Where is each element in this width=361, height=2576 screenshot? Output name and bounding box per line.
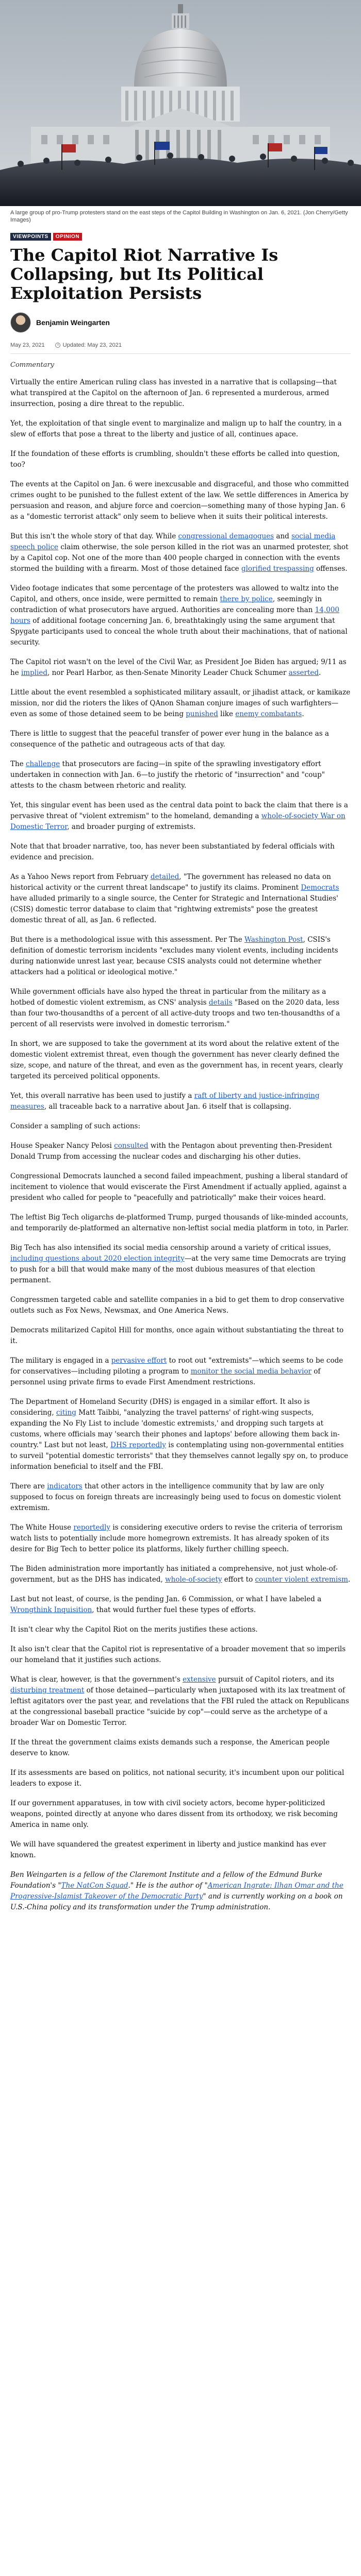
text: The White House	[10, 1523, 74, 1532]
paragraph: Congressmen targeted cable and satellite companies in a bid to get them to drop conservative outlets such as Fox News, Newsmax, and One America News.	[10, 1296, 344, 1315]
published-date: May 23, 2021	[10, 342, 45, 348]
tag-opinion[interactable]: OPINION	[53, 233, 82, 241]
text: Ben Weingarten is a fellow of the Claremont Institute and a fellow of the Edmund Burke Foundation's "	[10, 1871, 322, 1890]
text: But there is a methodological issue with this assessment. Per The	[10, 936, 245, 944]
text: Little about the event resembled a sophisticated military assault, or jihadist attack, or kamikaze mission, nor did the rioters the likes of QAnon Shaman conjure images of such warfighters—even as some of those detained seem to be being	[10, 688, 351, 718]
image-caption: A large group of pro-Trump protesters stand on the east steps of the Capitol Building in Washington on Jan. 6, 2021. (Jon Cherry/Getty Images)	[10, 210, 348, 223]
paragraph: Note that that broader narrative, too, has never been substantiated by federal officials with evidence and precision.	[10, 842, 335, 861]
link-monitor-social-media[interactable]: monitor the social media behavior	[190, 1367, 311, 1376]
text: .	[319, 669, 321, 677]
headline: The Capitol Riot Narrative Is Collapsing, but Its Political Exploitation Persists	[10, 245, 278, 303]
link-raft-of-measures[interactable]: raft of liberty and justice-infringing measures	[10, 1092, 320, 1111]
link-extensive[interactable]: extensive	[183, 1675, 216, 1684]
paragraph	[10, 759, 351, 791]
paragraph	[10, 800, 351, 833]
text: , "The government has released no data on historical activity or the current threat landscape" to justify its claims. Prominent	[10, 873, 331, 892]
paragraph: If its assessments are based on politics, not national security, it's incumbent upon our political leaders to expose it.	[10, 1769, 344, 1788]
text: have alluded primarily to a single source, the Center for Strategic and International Studies' (CSIS) domestic terror database to claim that "rightwing extremists" pose the greatest domestic threat of all, as Jan. 6 reflected.	[10, 894, 338, 924]
text: As a Yahoo News report from February	[10, 873, 151, 881]
text: .	[302, 710, 304, 718]
link-detailed[interactable]: detailed	[150, 873, 179, 881]
paragraph: If our government apparatuses, in tow with civil society actors, become hyper-politicized weapons, pointed directly at anyone who dares dissent from its orthodoxy, we risk becoming America in name only.	[10, 1799, 338, 1829]
paragraph: In short, we are supposed to take the government at its word about the relative extent of the domestic violent extremist threat, even though the government has never clearly defined the size, scope, and nature of the threat, and even as the government has, in recent years, clearly targeted its perceived political opponents.	[10, 1040, 343, 1080]
link-washington-post[interactable]: Washington Post	[244, 936, 303, 944]
text: While government officials have also hyped the threat in particular from the military as a hotbed of domestic violent extremism, as CNS' analysis	[10, 988, 326, 1007]
text: like	[218, 710, 236, 718]
text: that prosecutors are facing—in spite of the sprawling investigatory effort undertaken in connection with Jan. 6—to justify the rhetoric of "insurrection" and "coup" attests to the chasm between rhetoric and reality.	[10, 760, 325, 790]
link-punished[interactable]: punished	[186, 710, 218, 718]
paragraph: If the foundation of these efforts is crumbling, shouldn't these efforts be called into question, too?	[10, 450, 340, 469]
tag-list	[10, 233, 351, 241]
link-implied[interactable]: implied	[21, 669, 48, 677]
tag-viewpoints[interactable]: VIEWPOINTS	[10, 233, 51, 241]
paragraph	[10, 1564, 351, 1585]
link-democrats[interactable]: Democrats	[301, 884, 339, 892]
link-counter-violent-extremism[interactable]: counter violent extremism	[255, 1575, 348, 1584]
text: .	[348, 1575, 351, 1584]
paragraph	[10, 687, 351, 720]
text: Big Tech has also intensified its social media censorship around a variety of critical issues,	[10, 1244, 331, 1252]
link-whole-of-society[interactable]: whole-of-society	[165, 1575, 222, 1584]
link-challenge[interactable]: challenge	[25, 760, 60, 768]
section-label: Commentary	[10, 361, 55, 369]
text: and	[274, 532, 292, 540]
text: claim otherwise, the sole person killed in the riot was an unarmed protester, shot by a Capitol cop. Not one of the more than 400 people charged in connection with the events stormed the building with a firearm. Most of those detained face	[10, 543, 349, 573]
link-indicators[interactable]: indicators	[47, 1482, 83, 1490]
paragraph	[10, 872, 351, 926]
link-war-on-domestic-terror[interactable]: whole-of-society War on Domestic Terror	[10, 812, 346, 831]
paragraph: It isn't clear why the Capitol Riot on the merits justifies these actions.	[10, 1625, 258, 1634]
text: of additional footage concerning Jan. 6, breathtakingly using the same argument that Spygate participants used to conceal the whole truth about their machinations, that of national security.	[10, 617, 348, 647]
paragraph	[10, 583, 351, 648]
link-natcon-squad[interactable]: The NatCon Squad	[61, 1882, 128, 1890]
link-14000-hours[interactable]: 14,000 hours	[10, 606, 339, 625]
author-avatar[interactable]	[10, 312, 31, 333]
link-dhs-reportedly[interactable]: DHS reportedly	[110, 1441, 166, 1449]
text: , seemingly in contradiction of what prosecutors have argued. Authorities are concealing more than	[10, 595, 322, 614]
link-glorified-trespassing[interactable]: glorified trespassing	[241, 565, 314, 573]
text: House Speaker Nancy Pelosi	[10, 1142, 114, 1150]
link-citing[interactable]: citing	[56, 1409, 76, 1417]
paragraph	[10, 1243, 351, 1286]
text: "Based on the 2020 data, less than four two-thousandths of a percent of all active-duty troops and two ten-thousandths of a percent of all reservists were involved in domestic terrorism."	[10, 998, 340, 1028]
paragraph	[10, 1481, 351, 1514]
text: The	[10, 760, 26, 768]
text: The military is engaged in a	[10, 1357, 111, 1365]
paragraph	[10, 1397, 351, 1472]
byline	[10, 312, 351, 333]
paragraph	[10, 531, 351, 574]
text: of personnel using private firms to evade First Amendment restrictions.	[10, 1367, 321, 1386]
text: Yet, this overall narrative has been used to justify a	[10, 1092, 194, 1100]
paragraph: Democrats militarized Capitol Hill for months, once again without substantiating the threat to it.	[10, 1326, 344, 1345]
capitol-photo	[0, 0, 361, 206]
text: There are	[10, 1482, 47, 1490]
text: What is clear, however, is that the government's	[10, 1675, 183, 1684]
link-consulted[interactable]: consulted	[114, 1142, 149, 1150]
paragraph: It also isn't clear that the Capitol riot is representative of a broader movement that so imperils our homeland that it justifies such actions.	[10, 1645, 346, 1664]
text: , that would further fuel these types of efforts.	[92, 1606, 256, 1614]
link-analysis-details[interactable]: details	[208, 998, 233, 1007]
paragraph: The events at the Capitol on Jan. 6 were inexcusable and disgraceful, and those who committed crimes ought to be punished to the fullest extent of the law. We settle differences in America by persuasion and reason, and abjure force and coercion—something many of those hyping Jan. 6 as a "domestic terrorist attack" only seem to believe when it suits their political interests.	[10, 480, 349, 521]
updated-date: Updated: May 23, 2021	[62, 342, 122, 348]
text: offenses.	[314, 565, 348, 573]
paragraph: Consider a sampling of such actions:	[10, 1122, 141, 1130]
text: ." He is the author of "	[128, 1882, 208, 1890]
paragraph	[10, 1355, 351, 1388]
link-asserted[interactable]: asserted	[288, 669, 319, 677]
link-american-ingrate[interactable]: American Ingrate: Ilhan Omar and the Progressive-Islamist Takeover of the Democratic Party	[10, 1882, 343, 1901]
text: to root out "extremists"—which seems to be code for conservatives—including piloting a program to	[10, 1357, 343, 1376]
text: " and is currently working on a book on U.S.-China policy and its transformation under the Trump administration.	[10, 1892, 343, 1911]
link-there-by-police[interactable]: there by police	[220, 595, 273, 603]
link-disturbing-treatment[interactable]: disturbing treatment	[10, 1686, 85, 1694]
paragraph: If the threat the government claims exists demands such a response, the American people deserve to know.	[10, 1738, 330, 1757]
link-wrongthink-inquisition[interactable]: Wrongthink Inquisition	[10, 1606, 92, 1614]
paragraph	[10, 1594, 351, 1616]
text: Yet, this singular event has been used as the central data point to back the claim that there is a pervasive threat of "violent extremism" to the homeland, demanding a	[10, 801, 348, 820]
link-pervasive-effort[interactable]: pervasive effort	[111, 1357, 167, 1365]
author-name[interactable]: Benjamin Weingarten	[36, 318, 110, 327]
paragraph	[10, 1091, 351, 1112]
paragraph: There is little to suggest that the peaceful transfer of power ever hung in the balance as a consequence of the pathetic and outrageous acts of that day.	[10, 730, 329, 749]
text: , nor Pearl Harbor, as then-Senate Minority Leader Chuck Schumer	[47, 669, 289, 677]
text: The Biden administration more importantly has initiated a comprehensive, not just whole-of-government, but as the DHS has indicated,	[10, 1565, 338, 1584]
text: with the Pentagon about preventing then-President Donald Trump from accessing the nuclear codes and discharging his other duties.	[10, 1142, 332, 1161]
text: Matt Taibbi, "analyzing the travel patterns' of right-wing suspects, expanding the No Fly List to include 'domestic extremists,' and dropping such targets at customs, where officials may 'search their phones and laptops' before allowing them back in-country." Last but not least,	[10, 1409, 340, 1449]
paragraph	[10, 987, 351, 1030]
paragraph: Virtually the entire American ruling class has invested in a narrative that is collapsing—that what transpired at the Capitol on the afternoon of Jan. 6 represented a murderous, armed insurrection, posing a dire threat to the republic.	[10, 378, 337, 408]
paragraph	[10, 1674, 351, 1728]
hero-image	[0, 0, 361, 206]
article-body	[10, 377, 351, 1913]
paragraph	[10, 1141, 351, 1162]
paragraph: Yet, the exploitation of that single event to marginalize and malign up to half the country, in a slew of efforts that pose a threat to the liberty and justice of all, continues apace.	[10, 419, 342, 438]
paragraph: The leftist Big Tech oligarchs de-platformed Trump, purged thousands of like-minded accounts, and temporarily de-platformed an alternative non-leftist social media platform in toto, in Parler.	[10, 1213, 349, 1232]
text: , and broader purging of extremists.	[67, 823, 196, 831]
clock-icon	[55, 343, 60, 348]
paragraph	[10, 657, 351, 679]
text: But this isn't the whole story of that day. While	[10, 532, 178, 540]
updated-date-group	[55, 342, 122, 348]
link-social-media-speech-police[interactable]: social media speech police	[10, 532, 336, 551]
paragraph: We will have squandered the greatest experiment in liberty and justice mankind has ever known.	[10, 1840, 326, 1859]
link-congressional-demagogues[interactable]: congressional demagogues	[178, 532, 274, 540]
link-reportedly[interactable]: reportedly	[73, 1523, 111, 1532]
text: The Department of Homeland Security (DHS) is engaged in a similar effort. It also is considering,	[10, 1398, 310, 1417]
paragraph	[10, 935, 351, 978]
article-dates	[10, 342, 351, 354]
text: is contemplating using non-governmental entities to surveil "potential domestic terrorists" that they themselves cannot legally spy on, to produce information beneficial to itself and the FBI.	[10, 1441, 349, 1471]
text: of those detained—particularly when juxtaposed with its lax treatment of leftist agitators over the past year, and revelations that the FBI ruled the attack on Republicans at the congressional baseball practice "suicide by cop"—could serve as the archetype of a broader War on Domestic Terror.	[10, 1686, 349, 1727]
text: —at the very same time Democrats are trying to push for a bill that would make many of the most dubious measures of that election permanent.	[10, 1255, 346, 1284]
author-bio	[10, 1870, 351, 1913]
link-election-integrity[interactable]: including questions about 2020 election integrity	[10, 1255, 185, 1263]
link-enemy-combatants[interactable]: enemy combatants	[235, 710, 302, 718]
text: is considering executive orders to revise the criteria of terrorism watch lists to potentially include more homegrown extremists. It has already spoken of its desire for Big Tech to better police its platforms, likely further chilling speech.	[10, 1523, 342, 1553]
text: pursuit of Capitol rioters, and its	[216, 1675, 334, 1684]
text: effort to	[222, 1575, 255, 1584]
text: that other actors in the intelligence community that by law are only supposed to focus on foreign threats are increasingly being used to focus on domestic violent extremism.	[10, 1482, 341, 1512]
text: Last but not least, of course, is the pending Jan. 6 Commission, or what I have labeled a	[10, 1595, 322, 1603]
text: The Capitol riot wasn't on the level of the Civil War, as President Joe Biden has argued; 9/11 as he	[10, 658, 347, 677]
paragraph	[10, 1522, 351, 1555]
paragraph: Congressional Democrats launched a second failed impeachment, pushing a liberal standard of incitement to violence that would eviscerate the First Amendment if actually applied, against a president who called for people to "peacefully and patriotically" make their voices heard.	[10, 1172, 348, 1202]
text: Video footage indicates that some percentage of the protesters was allowed to waltz into the Capitol, and others, once inside, were permitted to remain	[10, 584, 339, 603]
text: , CSIS's definition of domestic terrorism incidents "excludes many violent events, including incidents during nationwide unrest last year, because CSIS analysts could not determine whether attackers had a political or ideological motive."	[10, 936, 338, 976]
text: , all traceable back to a narrative about Jan. 6 itself that is collapsing.	[44, 1103, 291, 1111]
